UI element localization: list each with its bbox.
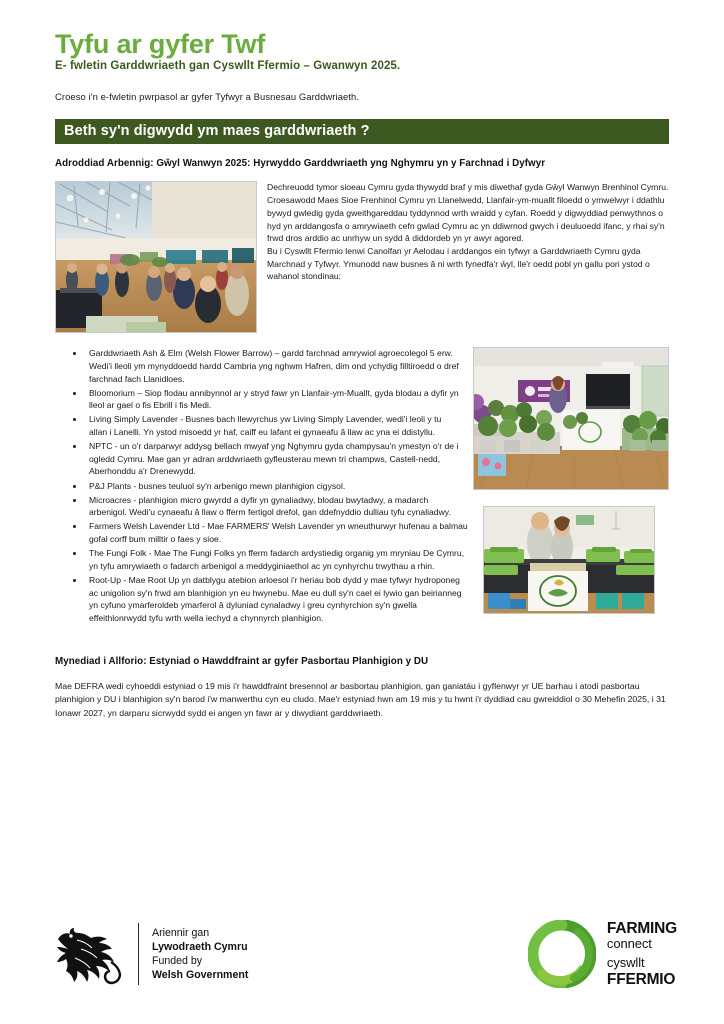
- section-banner-whats-happening: Beth sy'n digwydd ym maes garddwriaeth ?: [55, 119, 669, 144]
- show-hall-photo-image: [56, 182, 257, 333]
- intro-row: [55, 181, 669, 333]
- intro-paragraphs: [267, 181, 669, 283]
- export-access-body: Mae DEFRA wedi cyhoeddi estyniad o 19 mis i'r hawddfraint bresennol ar basbortau planhigion, gan ganiatáu i gyflenwyr yr UE barhau i atodi pasbortau planhigion y DU i blanhigion sy'n barod i'w manwerthu cyn eu cludo. Mae'r estyniad hwn am 19 mis y tu hwnt i'r dyddiad cau gwreiddiol o 30 Mehefin 2025, i 31 Ionawr 2027, yn darparu sicrwydd sydd ei angen yn fawr ar y diwydiant garddwriaeth.: [55, 680, 666, 718]
- intro-paragraph-1: Dechreuodd tymor sioeau Cymru gyda thywydd braf y mis diwethaf gyda Gŵyl Wanwyn Brenhinol Cymru. Croesawodd Maes Sioe Frenhinol Cymru yn Llanelwedd, Llanfair-ym-muallt filoedd o ymwelwyr i ddathlu bywyd gwledig gyda gweithgareddau tyddynnod wrth wraidd y cyfan. Roedd y digwyddiad penwythnos o hyd yn arddangosfa o amrywiaeth cefn gwlad Cymru ac yn ddiwrnod gwych i deuluoedd ifanc, y rhai sy'n frwd dros arddio ac unrhyw un sydd â diddordeb yn yr awyr agored.: [267, 182, 669, 244]
- fc-line-4: FFERMIO: [606, 970, 676, 988]
- list-item: • Living Simply Lavender - Busnes bach llewyrchus yw Living Simply Lavender, wedi'i leoli y tu allan i Lanelli. Yn ystod misoedd yr haf, caiff eu lafant ei gynaeafu â llaw ac yna ei ddistyllu.: [85, 413, 669, 438]
- masthead: [55, 0, 669, 102]
- list-item: • Garddwriaeth Ash & Elm (Welsh Flower Barrow) – gardd farchnad amrywiol agroecolegol 5 erw. Wedi'i lleoli ym mynyddoedd hardd Cambria yng nghwm Hafren, dim ond ychydig filltiroedd o dref farchnad fach Llanidloes.: [85, 347, 669, 385]
- exhibitor-list-block: [55, 347, 669, 624]
- wg-line-1: Ariennir gan: [152, 926, 210, 939]
- plant-market-stall-image: [474, 348, 669, 490]
- farming-connect-swirl-icon: [528, 920, 596, 988]
- export-access-section: [55, 626, 669, 720]
- footer: [55, 920, 677, 988]
- report-heading: Adroddiad Arbennig: Gŵyl Wanwyn 2025: Hyrwyddo Garddwriaeth yng Nghymru yn y Farchnad i Dyfwyr: [55, 158, 546, 170]
- wg-line-4: Welsh Government: [152, 969, 249, 982]
- intro-paragraph-2: Bu i Cyswllt Ffermio lenwi Canolfan yr Aelodau i arddangos ein tyfwyr a Garddwriaeth Cymru gyda Marchnad y Tyfwyr. Ymunodd naw busnes â ni wrth fynedfa'r ŵyl, lle'r oedd pobl yn gallu pori ystod o wahanol stondinau:: [267, 245, 650, 282]
- welsh-government-text: [152, 926, 248, 983]
- wg-line-3: Funded by: [152, 955, 203, 967]
- show-hall-photo: [55, 181, 257, 333]
- list-item: • Root-Up - Mae Root Up yn datblygu atebion arloesol i'r heriau bob dydd y mae tyfwyr hydroponeg ac unigolion sy'n frwd am blanhigion yn eu hwynebu. Mae eu dull sy'n cael ei lywio gan beirianneg yn cyfuno ymarferoldeb ymarferol â dyluniad cynaladwy i greu cynhyrchion sy'n gwella effeithlonrwydd tyfu wrth wella iechyd a chynnyrch planhigion.: [85, 574, 669, 625]
- plant-market-stall-photo: [473, 347, 669, 490]
- list-item: • Farmers Welsh Lavender Ltd - Mae FARMERS' Welsh Lavender yn wneuthurwyr hufenau a balmau gofal corff bum milltir o faes y sioe.: [85, 520, 669, 545]
- fc-line-1: FARMING: [606, 920, 677, 938]
- fc-line-3: cyswllt: [606, 955, 645, 970]
- microgreens-stand-image: [484, 507, 655, 614]
- farming-connect-text: [607, 920, 677, 988]
- logo-divider: [138, 923, 139, 985]
- microgreens-stand-photo: [483, 506, 655, 614]
- list-item: • NPTC - un o'r darparwyr addysg bellach mwyaf yng Nghymru gyda champysau'n ymestyn o'r de i ogledd Cymru. Mae gan yr adran arddwriaeth gyfleusterau mewn tri champws, Castell-nedd, Aberhonddu a'r Drenewydd.: [85, 440, 669, 478]
- page-title: Tyfu ar gyfer Twf: [55, 29, 266, 59]
- list-item: • P&J Plants - busnes teuluol sy'n arbenigo mewn planhigion cigysol.: [85, 480, 669, 493]
- list-item: • Bloomorium – Siop flodau annibynnol ar y stryd fawr yn Llanfair-ym-Muallt, gyda blodau a dyfir yn lleol ar gael o fis Ebrill i fis Medi.: [85, 387, 669, 412]
- welsh-government-logo: [55, 922, 248, 986]
- welsh-dragon-icon: [55, 922, 129, 986]
- fc-line-2: connect: [606, 936, 652, 952]
- list-item: • Microacres - planhigion micro gwyrdd a dyfir yn gynaliadwy, blodau bwytadwy, a madarch arbenigol. Wedi'u cynaeafu â llaw o fferm fertigol drefol, gan ddefnyddio dulliau tyfu cynaliadwy.: [85, 494, 669, 519]
- wg-line-2: Lywodraeth Cymru: [152, 940, 248, 953]
- list-item: • The Fungi Folk - Mae The Fungi Folks yn fferm fadarch ardystiedig organig ym mryniau De Cymru, yn tyfu amrywiaeth o fadarch arbenigol a meddyginiaethol ac yn cynhyrchu trwythau a rhin.: [85, 547, 669, 572]
- export-access-heading: Mynediad i Allforio: Estyniad o Hawddfraint ar gyfer Pasbortau Planhigion y DU: [55, 655, 429, 667]
- farming-connect-logo: [528, 920, 677, 988]
- welcome-text: Croeso i'n e-fwletin pwrpasol ar gyfer Tyfwyr a Busnesau Garddwriaeth.: [55, 91, 360, 103]
- page-subtitle: E- fwletin Garddwriaeth gan Cyswllt Ffermio – Gwanwyn 2025.: [55, 60, 401, 73]
